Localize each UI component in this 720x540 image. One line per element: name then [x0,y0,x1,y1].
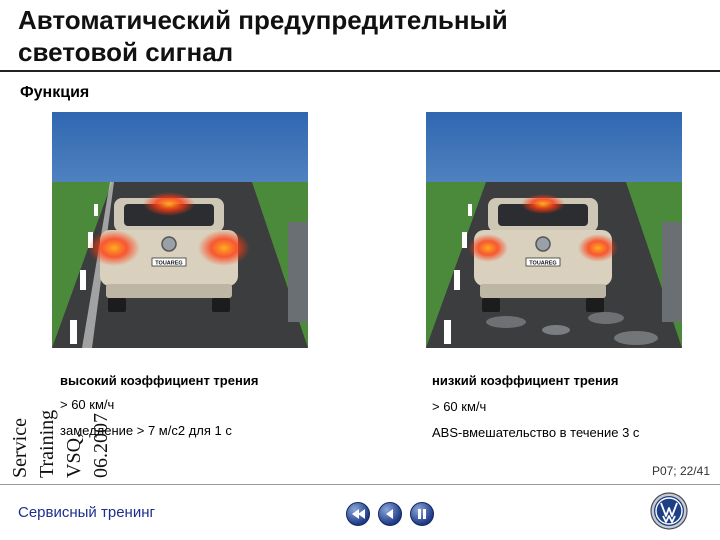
caption-low-friction-abs: ABS-вмешательство в течение 3 с [432,425,640,440]
car-illustration [468,194,618,312]
watermark-vsq: VSQ, [63,432,85,478]
title-line-1: Автоматический предупредительный [18,5,508,35]
footer-label: Сервисный тренинг [18,504,155,521]
photo-low-friction [426,112,682,348]
back-icon[interactable] [378,502,402,526]
watermark-training: Training [36,409,58,478]
section-heading: Функция [20,84,90,101]
caption-high-friction-speed: > 60 км/ч [60,397,115,412]
title-line-2: световой сигнал [18,37,234,67]
page-reference: P07; 22/41 [651,464,710,478]
page-title [18,4,508,68]
vw-logo [650,492,688,530]
svg-text:TOUAREG: TOUAREG [155,260,183,267]
caption-low-friction-title: низкий коэффициент трения [432,373,619,388]
caption-low-friction-speed: > 60 км/ч [432,399,487,414]
caption-high-friction-title: высокий коэффициент трения [60,373,259,388]
photo-high-friction [52,112,308,348]
title-divider [0,70,720,72]
pause-icon[interactable] [410,502,434,526]
footer-divider [0,484,720,485]
svg-text:TOUAREG: TOUAREG [529,260,557,267]
caption-high-friction-decel: замедление > 7 м/с2 для 1 с [60,423,232,438]
watermark-service: Service [9,418,31,478]
watermark-date: 06.2007 [90,413,112,478]
rewind-icon[interactable] [346,502,370,526]
